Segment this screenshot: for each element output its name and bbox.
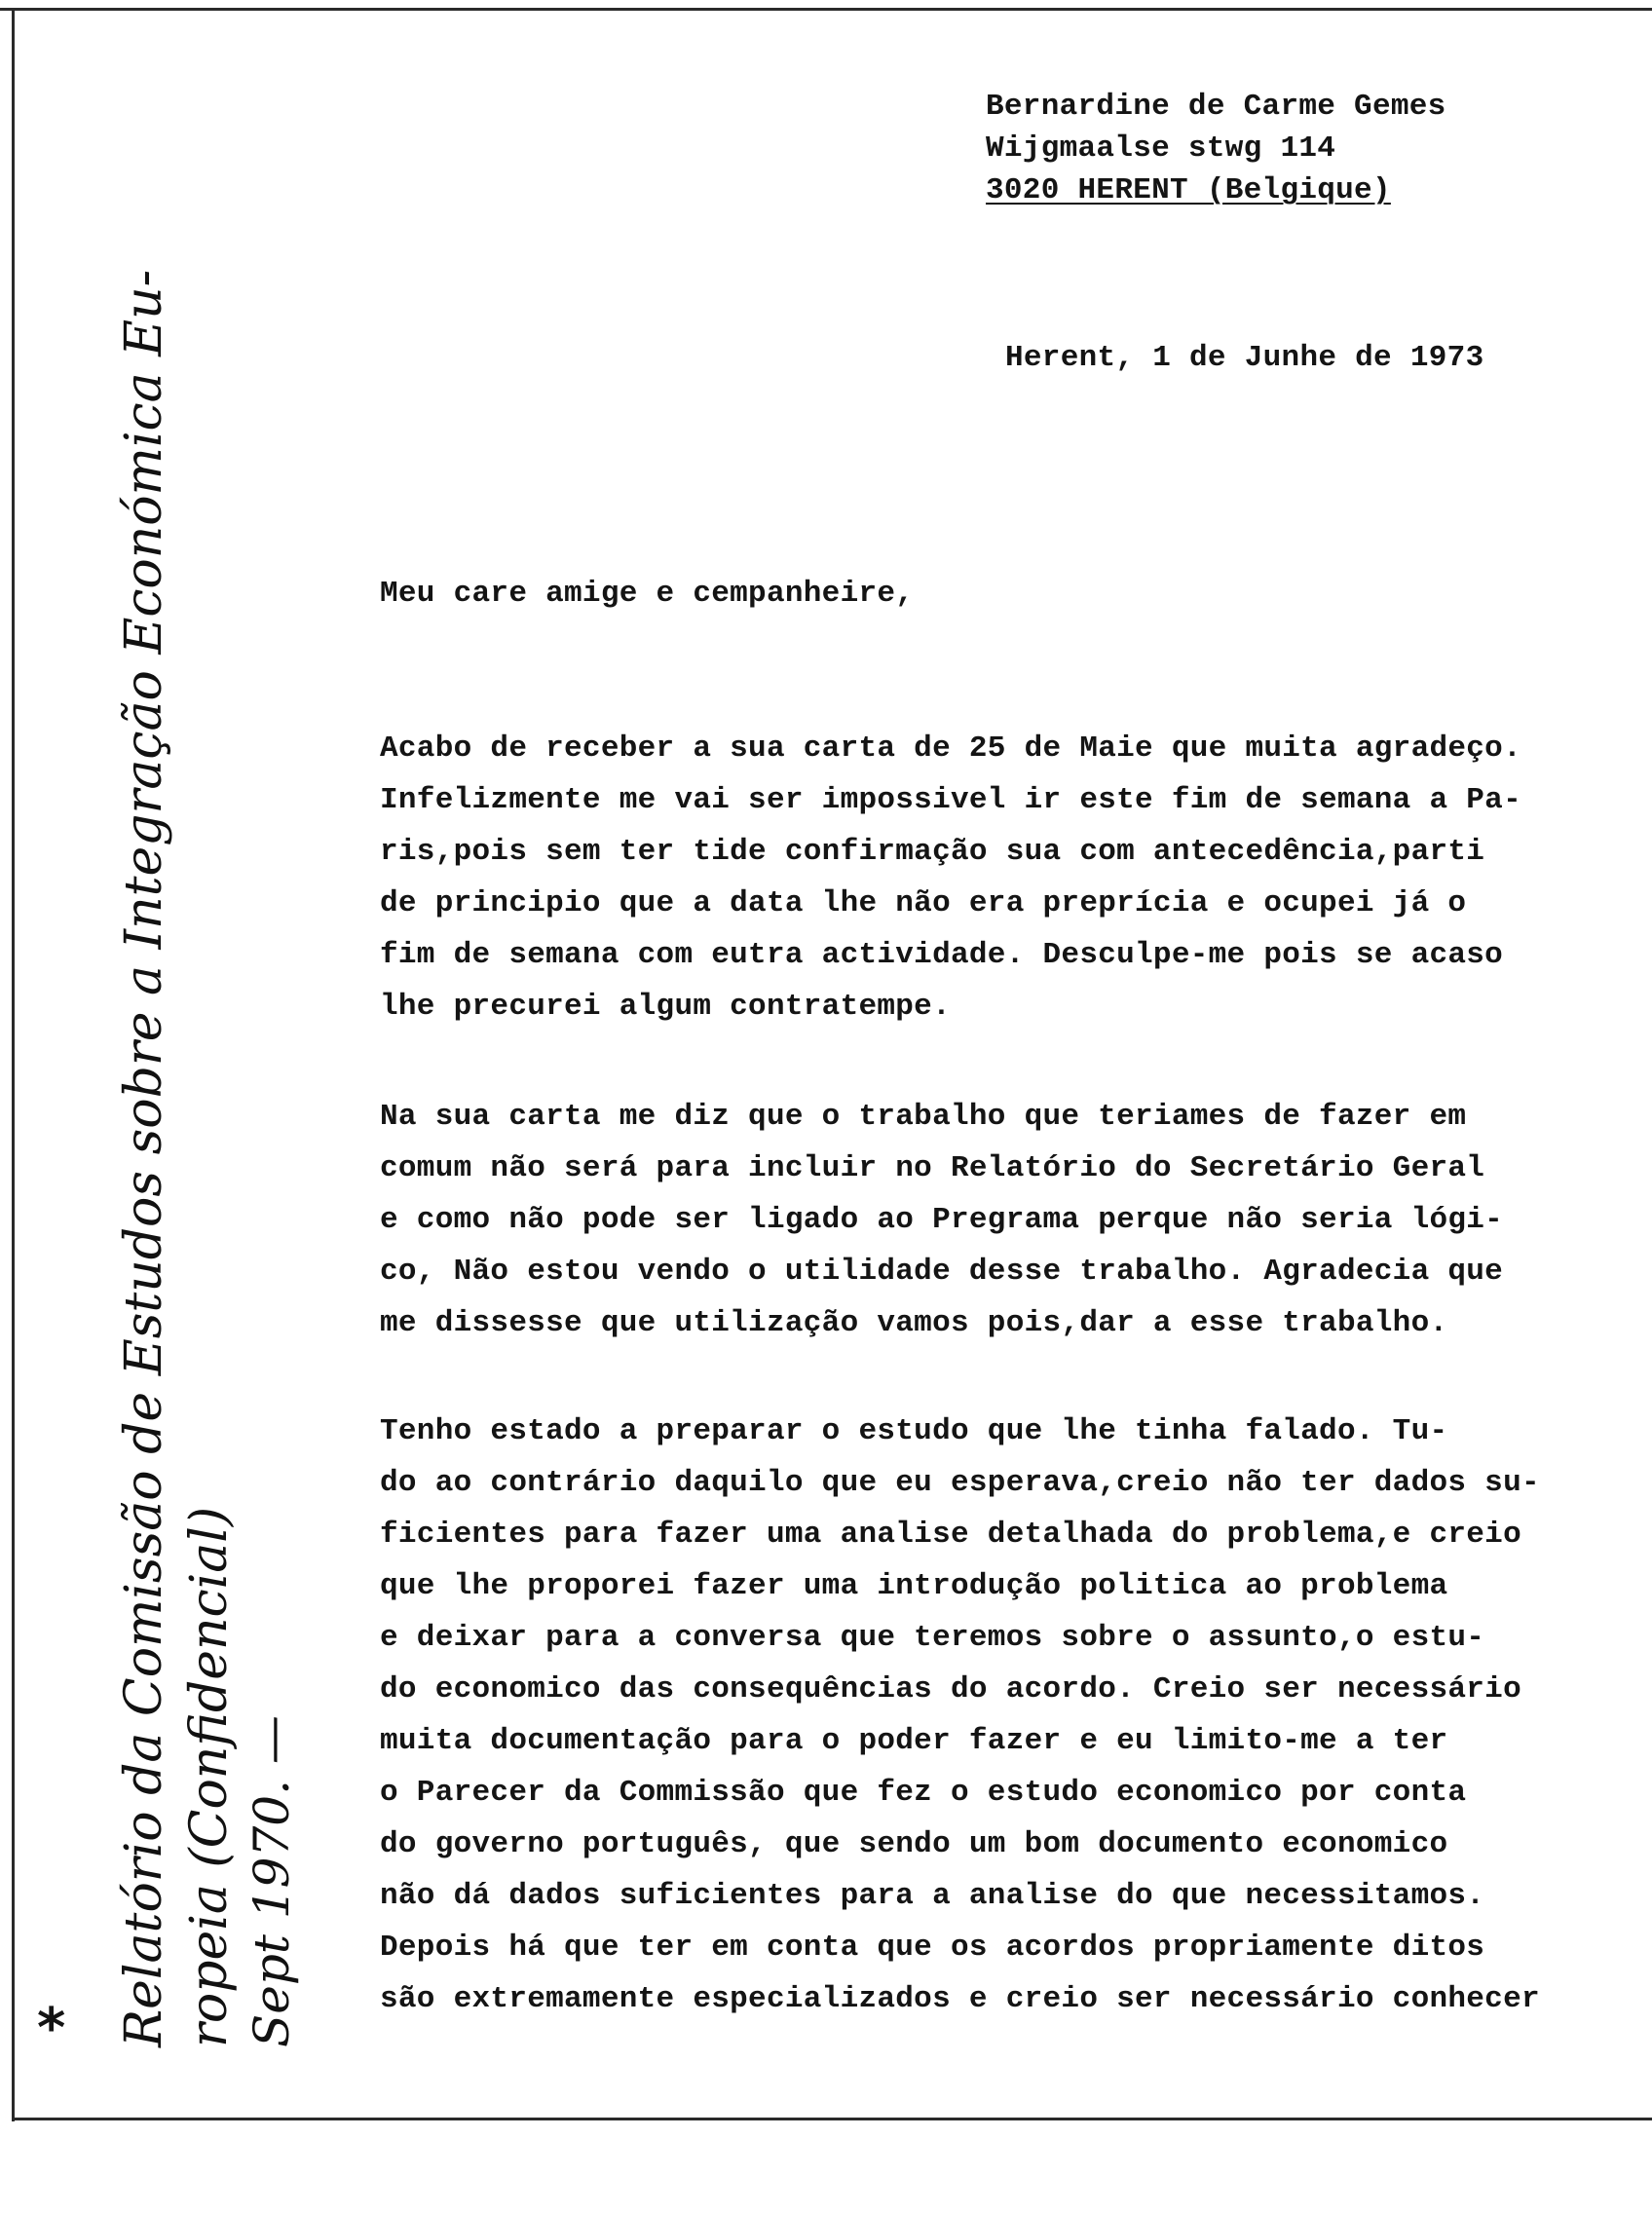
paragraph-1 — [380, 723, 1521, 1032]
text-line: não dá dados suficientes para a analise do que necessitamos. — [380, 1879, 1485, 1913]
letter-date: Herent, 1 de Junhe de 1973 — [1005, 341, 1484, 375]
text-line: Infelizmente me vai ser impossivel ir este fim de semana a Pa- — [380, 783, 1521, 817]
paragraph-3 — [380, 1406, 1540, 2025]
text-line: do economico das consequências do acordo. Creio ser necessário — [380, 1672, 1521, 1707]
text-line: fim de semana com eutra actividade. Desculpe-me pois se acaso — [380, 938, 1504, 972]
text-line: do ao contrário daquilo que eu esperava,creio não ter dados su- — [380, 1466, 1540, 1500]
sender-street: Wijgmaalse stwg 114 — [986, 131, 1336, 166]
text-line: muita documentação para o poder fazer e eu limito-me a ter — [380, 1724, 1448, 1758]
margin-annotation-line-2: ropeia (Confidencial) — [180, 1506, 239, 2047]
text-line: Depois há que ter em conta que os acordos propriamente ditos — [380, 1931, 1485, 1965]
text-line: ficientes para fazer uma analise detalhada do problema,e creio — [380, 1518, 1521, 1552]
salutation: Meu care amige e cempanheire, — [380, 577, 915, 611]
text-line: Tenho estado a preparar o estudo que lhe tinha falado. Tu- — [380, 1414, 1448, 1448]
sender-city: 3020 HERENT (Belgique) — [986, 173, 1391, 207]
margin-annotation-line-1: Relatório da Comissão de Estudos sobre a Integração Económica Eu- — [115, 269, 173, 2047]
text-line: o Parecer da Commissão que fez o estudo economico por conta — [380, 1776, 1467, 1810]
sender-name: Bernardine de Carme Gemes — [986, 90, 1446, 124]
page-bottom-border — [12, 2118, 1652, 2120]
text-line: lhe precurei algum contratempe. — [380, 990, 951, 1024]
text-line: que lhe proporei fazer uma introdução politica ao problema — [380, 1569, 1448, 1603]
text-line: são extremamente especializados e creio ser necessário conhecer — [380, 1982, 1540, 2016]
text-line: co, Não estou vendo o utilidade desse trabalho. Agradecia que — [380, 1255, 1504, 1289]
page-top-border — [0, 8, 1652, 11]
text-line: e deixar para a conversa que teremos sobre o assunto,o estu- — [380, 1621, 1485, 1655]
text-line: comum não será para incluir no Relatório do Secretário Geral — [380, 1151, 1485, 1185]
paragraph-2 — [380, 1091, 1503, 1349]
margin-annotation-line-3: Sept 1970. — — [244, 1715, 300, 2047]
text-line: de principio que a data lhe não era preprícia e ocupei já o — [380, 886, 1467, 920]
page-left-border — [12, 8, 15, 2121]
sender-address — [986, 86, 1446, 211]
text-line: Na sua carta me diz que o trabalho que teriames de fazer em — [380, 1100, 1467, 1134]
text-line: ris,pois sem ter tide confirmação sua com antecedência,parti — [380, 835, 1485, 869]
text-line: Acabo de receber a sua carta de 25 de Maie que muita agradeço. — [380, 731, 1521, 766]
text-line: e como não pode ser ligado ao Pregrama perque não seria lógi- — [380, 1203, 1504, 1237]
asterisk-icon: * — [37, 1997, 66, 2060]
text-line: do governo português, que sendo um bom documento economico — [380, 1827, 1448, 1861]
text-line: me dissesse que utilização vamos pois,dar a esse trabalho. — [380, 1306, 1448, 1340]
